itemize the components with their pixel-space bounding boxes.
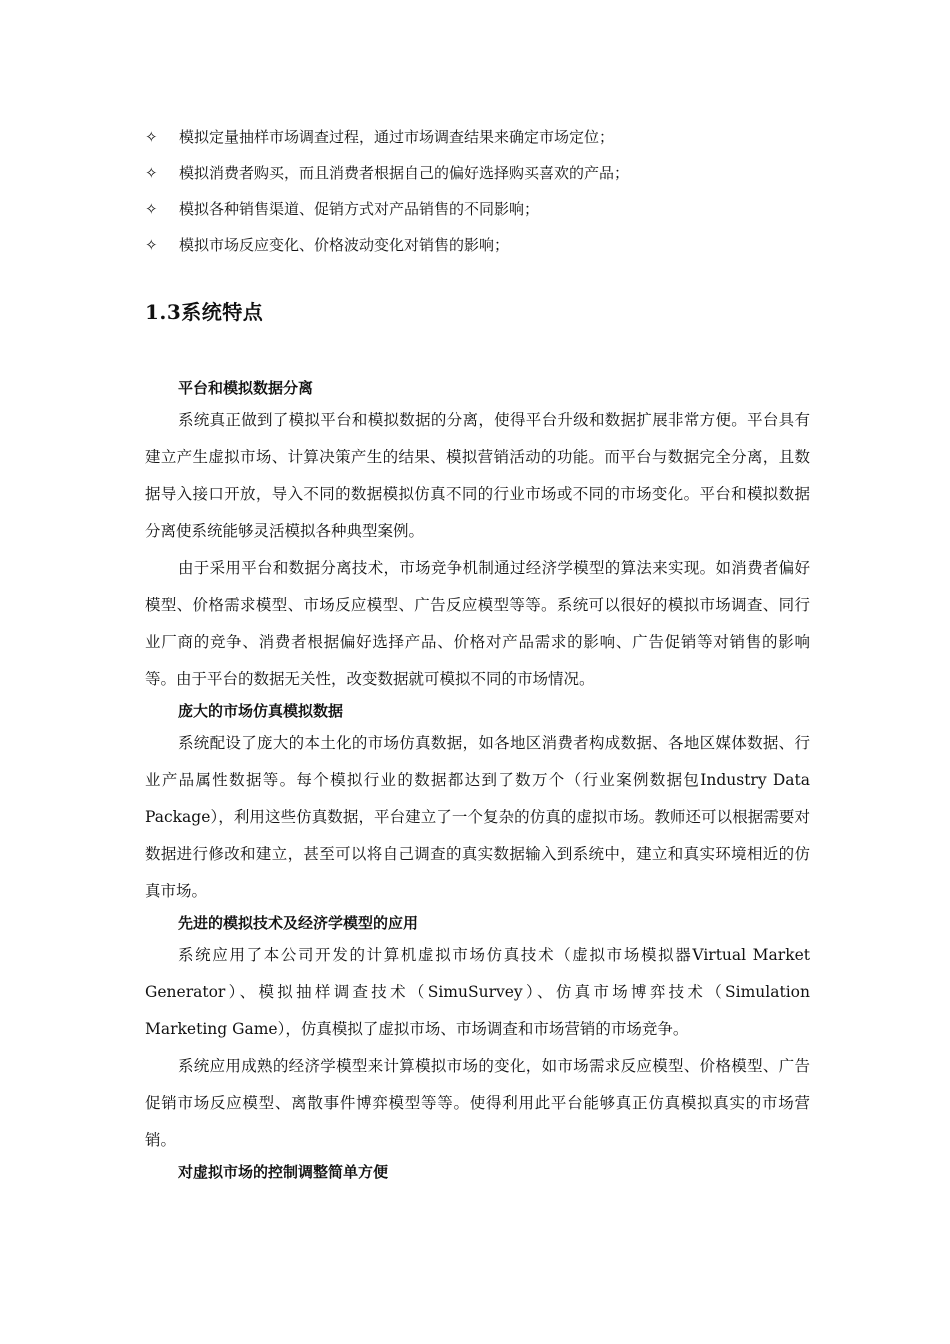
subsection-heading: 平台和模拟数据分离 xyxy=(178,379,314,397)
section-content xyxy=(145,375,810,1186)
bullet-item xyxy=(145,124,825,160)
bullet-text: 模拟各种销售渠道、促销方式对产品销售的不同影响； xyxy=(179,200,540,218)
bullet-item xyxy=(145,196,825,232)
paragraph: 系统配设了庞大的本土化的市场仿真数据，如各地区消费者构成数据、各地区媒体数据、行业产品属性数据等。每个模拟行业的数据都达到了数万个（行业案例数据包Industry Data Package），利用这些仿真数据，平台建立了一个复杂的仿真的虚拟市场。教师还可以根据需要对数据进行修改和建立，甚至可以将自己调查的真实数据输入到系统中，建立和真实环境相近的仿真市场。 xyxy=(145,734,810,900)
paragraph: 系统应用了本公司开发的计算机虚拟市场仿真技术（虚拟市场模拟器Virtual Market Generator）、模拟抽样调查技术（SimuSurvey）、仿真市场博弈技术（Simulation Marketing Game），仿真模拟了虚拟市场、市场调查和市场营销的市场竞争。 xyxy=(145,946,810,1038)
paragraph: 系统应用成熟的经济学模型来计算模拟市场的变化，如市场需求反应模型、价格模型、广告促销市场反应模型、离散事件博弈模型等等。使得利用此平台能够真正仿真模拟真实的市场营销。 xyxy=(145,1057,810,1149)
diamond-bullet-icon: ✧ xyxy=(145,236,158,254)
bullet-text: 模拟消费者购买，而且消费者根据自己的偏好选择购买喜欢的产品； xyxy=(179,164,630,182)
bullet-item xyxy=(145,232,825,268)
bullet-item xyxy=(145,160,825,196)
diamond-bullet-icon: ✧ xyxy=(145,164,158,182)
paragraph: 由于采用平台和数据分离技术，市场竞争机制通过经济学模型的算法来实现。如消费者偏好模型、价格需求模型、市场反应模型、广告反应模型等等。系统可以很好的模拟市场调查、同行业厂商的竞争、消费者根据偏好选择产品、价格对产品需求的影响、广告促销等对销售的影响等。由于平台的数据无关性，改变数据就可模拟不同的市场情况。 xyxy=(145,559,810,688)
diamond-bullet-icon: ✧ xyxy=(145,200,158,218)
bullet-text: 模拟定量抽样市场调查过程，通过市场调查结果来确定市场定位； xyxy=(179,128,615,146)
section-heading: 1.3系统特点 xyxy=(145,300,264,324)
subsection-heading: 对虚拟市场的控制调整简单方便 xyxy=(178,1163,389,1181)
bullet-text: 模拟市场反应变化、价格波动变化对销售的影响； xyxy=(179,236,510,254)
subsection-heading: 庞大的市场仿真模拟数据 xyxy=(178,702,344,720)
diamond-bullet-icon: ✧ xyxy=(145,128,158,146)
bullet-list xyxy=(145,124,825,268)
paragraph: 系统真正做到了模拟平台和模拟数据的分离，使得平台升级和数据扩展非常方便。平台具有建立产生虚拟市场、计算决策产生的结果、模拟营销活动的功能。而平台与数据完全分离，且数据导入接口开放，导入不同的数据模拟仿真不同的行业市场或不同的市场变化。平台和模拟数据分离使系统能够灵活模拟各种典型案例。 xyxy=(145,411,810,540)
subsection-heading: 先进的模拟技术及经济学模型的应用 xyxy=(178,914,419,932)
